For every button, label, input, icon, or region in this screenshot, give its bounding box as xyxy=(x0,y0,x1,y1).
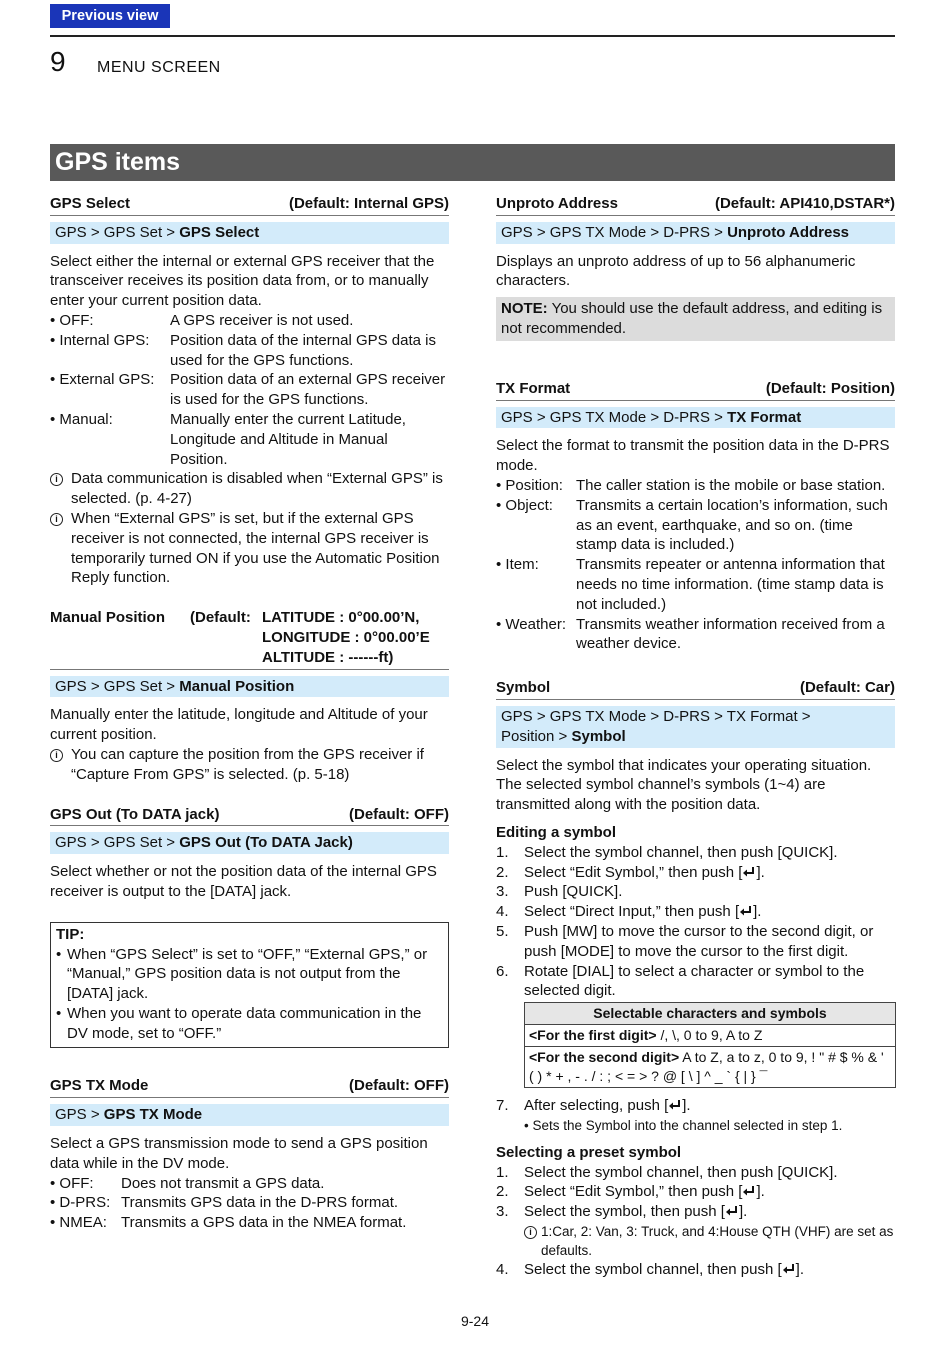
step-item: 7. After selecting, push [ ]. xyxy=(496,1097,691,1115)
manual-position-desc: Manually enter the latitude, longitude and Altitude of your current position. xyxy=(50,706,428,744)
option-item xyxy=(50,370,449,410)
gps-select-section xyxy=(50,194,449,588)
gps-tx-mode-path xyxy=(50,1104,449,1126)
step-text: Push [MW] to move the cursor to the second digit, or push [MODE] to move the cursor to the first digit. xyxy=(524,922,874,960)
table-row xyxy=(525,1025,896,1047)
step-text: Select the symbol channel, then push [ xyxy=(524,1261,782,1279)
option-key: • Manual: xyxy=(50,410,113,428)
step-number: 1. xyxy=(496,843,509,861)
symbol-desc: Select the symbol that indicates your operating situation. The selected symbol channel’s symbols (1~4) are transmitted along with the position data. xyxy=(496,756,872,814)
step-number: 5. xyxy=(496,922,509,940)
gps-tx-mode-desc: Select a GPS transmission mode to send a GPS position data while in the DV mode. xyxy=(50,1135,428,1172)
option-value: A GPS receiver is not used. xyxy=(170,311,354,329)
tip-text: When you want to operate data communication in the DV mode, set to “OFF.” xyxy=(67,1004,422,1042)
table-header: Selectable characters and symbols xyxy=(525,1003,896,1025)
option-item xyxy=(50,410,449,469)
step-item xyxy=(496,922,895,962)
option-key: • OFF: xyxy=(50,1174,94,1192)
option-item xyxy=(50,1213,449,1233)
header-rule xyxy=(50,35,895,37)
option-item xyxy=(50,1174,449,1194)
option-key: • OFF: xyxy=(50,311,94,329)
step-number: 2. xyxy=(496,863,509,881)
enter-key-icon xyxy=(742,1183,756,1195)
path-prefix: GPS > xyxy=(55,1106,104,1124)
info-note-text: You can capture the position from the GPS receiver if “Capture From GPS” is selected. (p. 5-18) xyxy=(71,745,424,783)
previous-view-button[interactable]: Previous view xyxy=(50,4,170,28)
step-number: 1. xyxy=(496,1163,509,1181)
tx-format-path xyxy=(496,407,895,429)
gps-out-heading xyxy=(50,805,449,827)
path-target: TX Format xyxy=(727,408,802,426)
step-item: 2. Select “Edit Symbol,” then push [ ]. xyxy=(496,863,765,881)
gps-select-path xyxy=(50,222,449,244)
default-longitude: LONGITUDE : 0°00.00’E xyxy=(262,628,430,646)
step-item xyxy=(496,962,895,1002)
option-value: Transmits repeater or antenna information that needs no time information. (time stamp data is not included.) xyxy=(576,556,885,613)
page-number: 9-24 xyxy=(460,1313,490,1329)
step-text: Select the symbol, then push [ xyxy=(524,1203,725,1221)
path-prefix: GPS > GPS Set > xyxy=(55,834,180,852)
enter-key-icon xyxy=(782,1261,796,1273)
tx-format-heading xyxy=(496,379,895,401)
gps-select-default: (Default: Internal GPS) xyxy=(288,195,449,212)
manual-position-path xyxy=(50,676,449,698)
symbol-section xyxy=(496,678,895,1280)
default-latitude: LATITUDE : 0°00.00’N, xyxy=(262,609,420,627)
step-number: 4. xyxy=(496,1261,509,1279)
path-target: Manual Position xyxy=(179,677,295,695)
gps-tx-mode-title: GPS TX Mode xyxy=(50,1077,149,1095)
note-text: You should use the default address, and editing is not recommended. xyxy=(501,300,883,337)
path-target: Unproto Address xyxy=(727,223,850,241)
unproto-desc: Displays an unproto address of up to 56 alphanumeric characters. xyxy=(496,252,856,290)
chapter-number: 9 xyxy=(50,46,66,77)
step-item xyxy=(496,882,895,902)
info-icon: i xyxy=(50,473,63,486)
info-icon: i xyxy=(50,749,63,762)
section-banner: GPS items xyxy=(50,144,895,181)
row-label: <For the second digit> xyxy=(529,1049,680,1066)
gps-out-title: GPS Out (To DATA jack) xyxy=(50,805,220,823)
step-text: Rotate [DIAL] to select a character or symbol to the selected digit. xyxy=(524,962,865,1000)
note-box xyxy=(496,297,895,341)
step-number: 6. xyxy=(496,962,509,980)
path-target: Symbol xyxy=(571,727,626,745)
note-label: NOTE: xyxy=(501,300,548,318)
tx-format-default: (Default: Position) xyxy=(765,379,895,397)
preset-symbol-heading: Selecting a preset symbol xyxy=(496,1143,682,1161)
option-item xyxy=(496,555,895,614)
manual-position-heading xyxy=(50,608,449,669)
step-subnote-text: • Sets the Symbol into the channel selected in step 1. xyxy=(524,1117,843,1133)
row-label: <For the first digit> xyxy=(529,1027,657,1044)
row-value: /, \, 0 to 9, A to Z xyxy=(656,1027,763,1044)
option-value: Transmits a GPS data in the NMEA format. xyxy=(121,1214,407,1232)
path-target: GPS TX Mode xyxy=(103,1106,203,1124)
step-text: Select the symbol channel, then push [QUICK]. xyxy=(524,843,838,861)
step-item: 4. Select the symbol channel, then push [ ]. xyxy=(496,1261,805,1279)
step-text: After selecting, push [ xyxy=(524,1097,669,1115)
table-row xyxy=(525,1047,896,1088)
path-prefix: GPS > GPS TX Mode > D-PRS > xyxy=(501,223,728,241)
step-subnote xyxy=(496,1116,895,1135)
selectable-characters-table xyxy=(524,1002,896,1088)
step-number: 7. xyxy=(496,1097,509,1115)
info-icon: i xyxy=(524,1226,537,1239)
option-value: Position data of an external GPS receiver is used for the GPS functions. xyxy=(170,371,446,409)
tip-box xyxy=(50,922,449,1049)
enter-key-icon xyxy=(742,864,756,876)
tx-format-desc: Select the format to transmit the position data in the D-PRS mode. xyxy=(496,437,890,475)
step-text: Select “Edit Symbol,” then push [ xyxy=(524,863,743,881)
option-key: • Item: xyxy=(496,556,539,574)
option-key: • D-PRS: xyxy=(50,1194,111,1212)
option-key: • Object: xyxy=(496,496,553,514)
gps-out-desc: Select whether or not the position data of the internal GPS receiver is output to the [DATA] jack. xyxy=(50,863,437,900)
right-column xyxy=(496,194,895,1300)
option-item xyxy=(496,496,895,555)
row-value: A to Z, a to z, 0 to 9, ! " # $ % & ' ( ) * + , - . / : ; < = > ? @ [ \ ] ^ _ ` { | } ¯ xyxy=(529,1049,884,1085)
option-key: • Internal GPS: xyxy=(50,331,150,349)
gps-tx-mode-section xyxy=(50,1076,449,1233)
manual-position-default xyxy=(262,608,449,667)
unproto-section xyxy=(496,194,895,341)
path-prefix: GPS > GPS Set > xyxy=(55,677,180,695)
gps-select-title: GPS Select xyxy=(50,195,131,212)
option-value: Manually enter the current Latitude, Longitude and Altitude in Manual Position. xyxy=(170,410,406,468)
option-key: • Position: xyxy=(496,476,563,494)
default-altitude: ALTITUDE : ------ft) xyxy=(262,648,394,666)
editing-symbol-heading: Editing a symbol xyxy=(496,823,617,841)
option-value: Does not transmit a GPS data. xyxy=(121,1174,325,1192)
tx-format-section xyxy=(496,379,895,654)
gps-select-heading xyxy=(50,194,449,216)
option-key: • Weather: xyxy=(496,615,567,633)
chapter-title: MENU SCREEN xyxy=(97,59,221,76)
gps-select-desc: Select either the internal or external GPS receiver that the transceiver receives its position data from, or to manually enter your current position data. xyxy=(50,252,435,310)
manual-position-title: Manual Position xyxy=(50,609,166,627)
option-value: Position data of the internal GPS data is used for the GPS functions. xyxy=(170,331,436,369)
step-number: 3. xyxy=(496,1203,509,1221)
info-note xyxy=(50,469,449,509)
tip-item: • When you want to operate data communication in the DV mode, set to “OFF.” xyxy=(56,1004,443,1044)
option-key: • External GPS: xyxy=(50,371,155,389)
step-number: 4. xyxy=(496,903,509,921)
unproto-path xyxy=(496,222,895,244)
option-key: • NMEA: xyxy=(50,1214,107,1232)
gps-tx-mode-default: (Default: OFF) xyxy=(349,1077,449,1095)
enter-key-icon xyxy=(668,1097,682,1109)
option-value: The caller station is the mobile or base station. xyxy=(576,476,886,494)
step-item: 2. Select “Edit Symbol,” then push [ ]. xyxy=(496,1183,765,1201)
info-note-text: Data communication is disabled when “External GPS” is selected. (p. 4-27) xyxy=(71,470,443,508)
path-prefix: GPS > GPS Set > xyxy=(55,223,180,241)
unproto-default: (Default: API410,DSTAR*) xyxy=(714,195,895,212)
enter-key-icon xyxy=(725,1203,739,1215)
left-column xyxy=(50,194,449,1253)
gps-out-path xyxy=(50,832,449,854)
step-subnote xyxy=(496,1222,895,1260)
unproto-heading xyxy=(496,194,895,216)
step-item: 4. Select “Direct Input,” then push [ ]. xyxy=(496,903,762,921)
step-text: Select “Direct Input,” then push [ xyxy=(524,903,740,921)
tip-text: When “GPS Select” is set to “OFF,” “External GPS,” or “Manual,” GPS position data is not output from the [DATA] jack. xyxy=(67,945,428,1003)
tip-item: • When “GPS Select” is set to “OFF,” “External GPS,” or “Manual,” GPS position data is not output from the [DATA] jack. xyxy=(56,945,443,1004)
option-item xyxy=(496,615,895,655)
option-item xyxy=(50,331,449,371)
info-note-text: 1:Car, 2: Van, 3: Truck, and 4:House QTH (VHF) are set as defaults. xyxy=(541,1224,894,1259)
symbol-path xyxy=(496,706,895,748)
step-text: Select the symbol channel, then push [QUICK]. xyxy=(524,1163,838,1181)
option-value: Transmits weather information received from a weather device. xyxy=(576,615,885,653)
step-text: Select “Edit Symbol,” then push [ xyxy=(524,1183,743,1201)
gps-out-section xyxy=(50,805,449,1049)
path-line: GPS > GPS TX Mode > D-PRS > TX Format > xyxy=(501,707,811,725)
info-note xyxy=(50,509,449,588)
enter-key-icon xyxy=(739,903,753,915)
path-prefix: Position > xyxy=(501,727,572,745)
option-item xyxy=(50,1193,449,1213)
option-value: Transmits GPS data in the D-PRS format. xyxy=(121,1194,399,1212)
option-item xyxy=(496,476,895,496)
option-value: Transmits a certain location’s information, such as an event, earthquake, and so on. (time stamp data is included.) xyxy=(576,496,888,554)
step-item: 3. Select the symbol, then push [ ]. xyxy=(496,1203,748,1221)
tx-format-title: TX Format xyxy=(496,379,571,397)
path-target: GPS Select xyxy=(179,223,260,241)
symbol-heading xyxy=(496,678,895,700)
manual-position-default-prefix: (Default: xyxy=(190,609,251,627)
path-target: GPS Out (To DATA Jack) xyxy=(179,834,353,852)
gps-tx-mode-heading xyxy=(50,1076,449,1098)
step-item xyxy=(496,843,895,863)
step-number: 2. xyxy=(496,1183,509,1201)
option-item xyxy=(50,311,449,331)
info-note xyxy=(50,745,449,785)
path-prefix: GPS > GPS TX Mode > D-PRS > xyxy=(501,408,728,426)
info-note-text: When “External GPS” is set, but if the external GPS receiver is not connected, the internal GPS receiver is temporarily turned ON if you use the Automatic Position Reply function. xyxy=(71,509,440,587)
unproto-title: Unproto Address xyxy=(496,195,618,212)
symbol-title: Symbol xyxy=(496,679,551,697)
step-text: Push [QUICK]. xyxy=(524,883,623,901)
manual-position-section xyxy=(50,608,449,784)
step-number: 3. xyxy=(496,883,509,901)
tip-title: TIP: xyxy=(56,925,85,943)
step-item xyxy=(496,1163,895,1183)
symbol-default: (Default: Car) xyxy=(799,679,895,697)
gps-out-default: (Default: OFF) xyxy=(349,805,449,823)
info-icon: i xyxy=(50,513,63,526)
